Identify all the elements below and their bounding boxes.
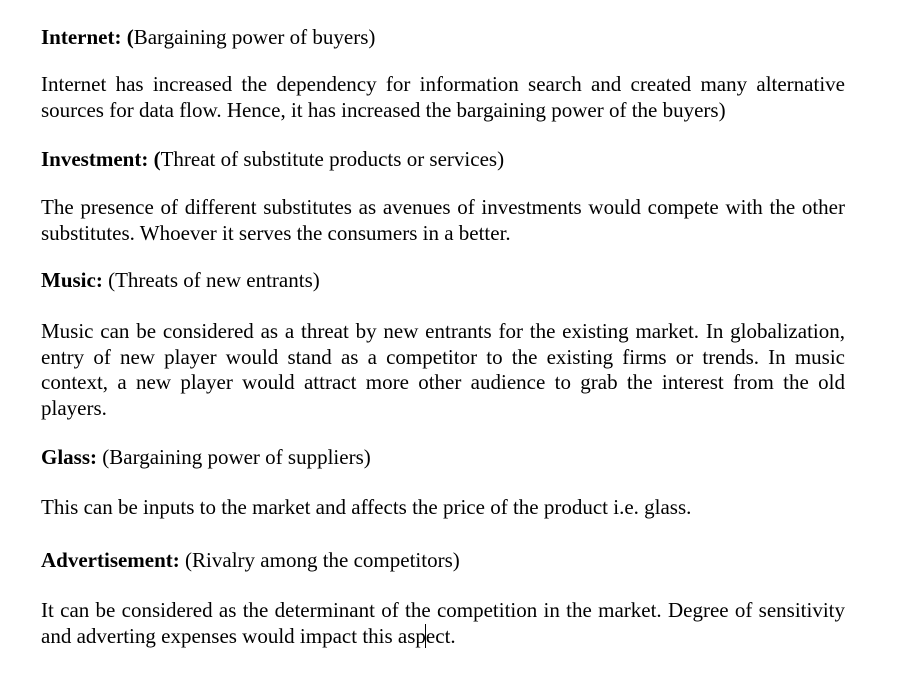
section-body-glass: This can be inputs to the market and affects the price of the product i.e. glass. (41, 495, 692, 519)
section-body-investment: The presence of different substitutes as avenues of investments would compete with the other substitutes. Whoever it serves the consumers in a better. (41, 195, 845, 245)
open-paren: ( (179, 548, 193, 572)
category-label: Rivalry among the competitors) (192, 548, 460, 572)
term-label: Internet: (41, 25, 122, 49)
open-paren: ( (121, 25, 134, 49)
section-body-music: Music can be considered as a threat by new entrants for the existing market. In globalization, entry of new player would stand as a competitor to the existing firms or trends. In music context, a new player would attract more other audience to grab the interest from the old players. (41, 319, 845, 420)
term-label: Glass: (41, 445, 98, 469)
section-heading-advertisement (41, 547, 460, 573)
term-label: Investment: (41, 147, 149, 171)
body-text-after-caret: ect. (425, 623, 456, 648)
open-paren: ( (97, 445, 110, 469)
category-label: Bargaining power of suppliers) (109, 445, 371, 469)
category-label: Bargaining power of buyers) (133, 25, 376, 49)
section-heading-internet (41, 24, 375, 50)
section-heading-investment (41, 146, 504, 172)
open-paren: ( (102, 268, 116, 292)
section-heading-glass (41, 444, 371, 470)
section-body-advertisement (41, 598, 845, 649)
term-label: Music: (41, 268, 103, 292)
body-text-before-caret: It can be considered as the determinant of the competition in the market. Degree of sensitivity and adverting expenses would impact this asp (41, 598, 845, 648)
category-label: Threats of new entrants) (115, 268, 320, 292)
section-heading-music (41, 267, 320, 293)
term-label: Advertisement: (41, 548, 180, 572)
section-body-internet: Internet has increased the dependency for information search and created many alternative sources for data flow. Hence, it has increased the bargaining power of the buyers) (41, 72, 845, 122)
category-label: Threat of substitute products or services) (160, 147, 505, 171)
open-paren: ( (148, 147, 161, 171)
